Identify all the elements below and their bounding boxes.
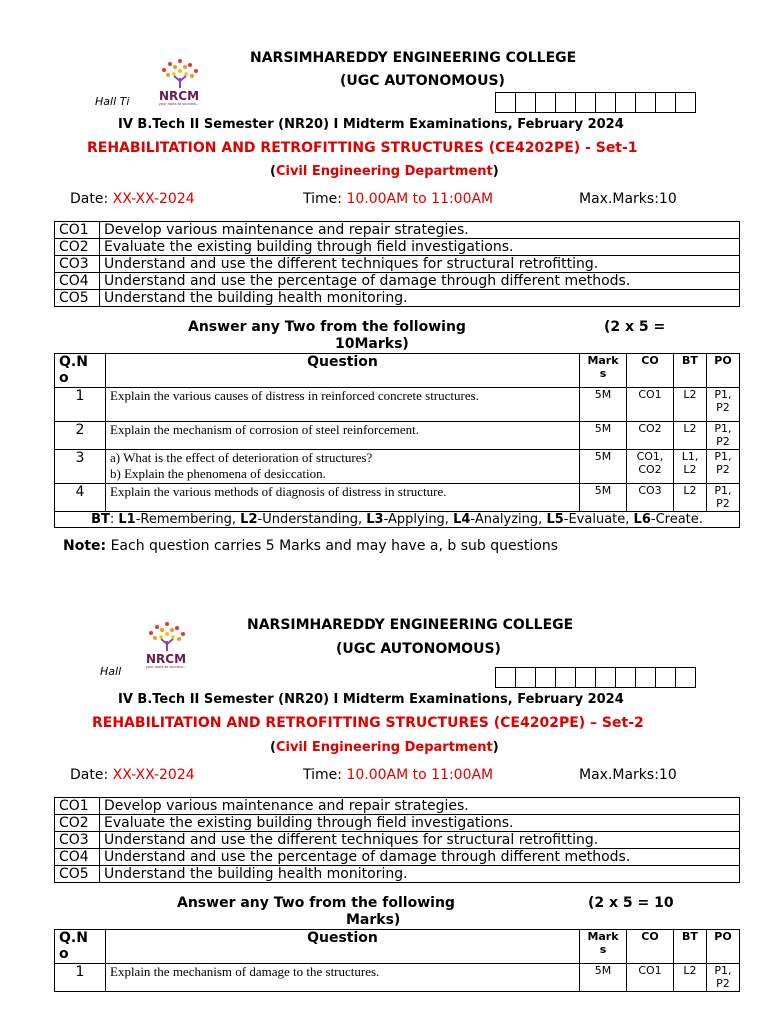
header-marks: Mark s [580, 354, 627, 388]
co-code: CO3 [55, 256, 100, 273]
co-text: Understand and use the different techniques for structural retrofitting. [100, 832, 740, 849]
co-code: CO2 [55, 815, 100, 832]
co-text: Understand and use the different techniques for structural retrofitting. [100, 256, 740, 273]
header-bt: BT [674, 930, 707, 964]
co-row [55, 273, 740, 290]
table-row: 1 Explain the mechanism of damage to the structures. 5M CO1 L2 P1, P2 [55, 964, 740, 992]
co-row [55, 849, 740, 866]
questions-table-set1 [54, 353, 740, 528]
department: (Civil Engineering Department) [270, 164, 499, 179]
header-marks: Mark s [580, 930, 627, 964]
marks-note-cont: 10Marks) [335, 336, 409, 352]
subject-title: REHABILITATION AND RETROFITTING STRUCTURES (CE4202PE) - Set-1 [87, 140, 638, 156]
exam-date-set2: Date: XX-XX-2024 [70, 767, 195, 783]
co-row [55, 798, 740, 815]
table-row: 3 a) What is the effect of deterioration of structures? b) Explain the phenomena of desiccation. 5M CO1, CO2 L1, L2 P1, P2 [55, 450, 740, 484]
college-name-set2: NARSIMHAREDDY ENGINEERING COLLEGE [247, 617, 574, 633]
logo-tagline: your roots to success... [158, 102, 200, 106]
table-row: 4 Explain the various methods of diagnosis of distress in structure. 5M CO3 L2 P1, P2 [55, 484, 740, 512]
marks-note: (2 x 5 = [604, 319, 666, 335]
instruction-set2-cont: Marks) [346, 912, 401, 928]
logo-text: NRCM [145, 652, 187, 666]
instruction: Answer any Two from the following [188, 319, 466, 335]
header-qno: Q.N o [55, 354, 106, 388]
header-bt: BT [674, 354, 707, 388]
autonomous-label: (UGC AUTONOMOUS) [340, 73, 505, 89]
co-text: Evaluate the existing building through field investigations. [100, 239, 740, 256]
instruction-set2: Answer any Two from the following [177, 895, 455, 911]
header-co: CO [627, 930, 674, 964]
exam-title: IV B.Tech II Semester (NR20) I Midterm Examinations, February 2024 [118, 117, 624, 132]
header-po: PO [707, 930, 740, 964]
co-code: CO1 [55, 222, 100, 239]
table-header-row [55, 354, 740, 388]
max-marks: Max.Marks:10 [579, 191, 677, 207]
co-text: Develop various maintenance and repair strategies. [100, 222, 740, 239]
logo-tagline: your roots to success... [145, 665, 187, 669]
co-code: CO4 [55, 849, 100, 866]
table-row: 2 Explain the mechanism of corrosion of steel reinforcement. 5M CO2 L2 P1, P2 [55, 422, 740, 450]
co-text: Understand the building health monitoring. [100, 866, 740, 883]
co-row [55, 866, 740, 883]
co-code: CO3 [55, 832, 100, 849]
co-code: CO4 [55, 273, 100, 290]
hall-ticket-label: Hall Ti [95, 95, 130, 108]
header-question: Question [106, 930, 580, 964]
course-outcomes-table [54, 221, 740, 307]
co-row [55, 290, 740, 307]
course-outcomes-table-set2 [54, 797, 740, 883]
college-logo [146, 56, 212, 106]
co-code: CO5 [55, 866, 100, 883]
table-header-row [55, 930, 740, 964]
autonomous-label-set2: (UGC AUTONOMOUS) [336, 641, 501, 657]
subject-title-set2: REHABILITATION AND RETROFITTING STRUCTURES (CE4202PE) – Set-2 [92, 715, 644, 731]
co-code: CO1 [55, 798, 100, 815]
exam-date: Date: XX-XX-2024 [70, 191, 195, 207]
department-set2: (Civil Engineering Department) [270, 740, 499, 755]
marks-note-set2: (2 x 5 = 10 [588, 895, 674, 911]
max-marks-set2: Max.Marks:10 [579, 767, 677, 783]
co-text: Understand the building health monitoring. [100, 290, 740, 307]
co-row [55, 256, 740, 273]
college-logo-set2 [133, 619, 199, 669]
header-co: CO [627, 354, 674, 388]
co-code: CO2 [55, 239, 100, 256]
exam-time-set2: Time: 10.00AM to 11:00AM [303, 767, 494, 783]
co-row [55, 239, 740, 256]
co-text: Develop various maintenance and repair strategies. [100, 798, 740, 815]
co-row [55, 222, 740, 239]
hall-ticket-boxes-set2[interactable] [495, 667, 696, 688]
exam-time: Time: 10.00AM to 11:00AM [303, 191, 494, 207]
co-text: Evaluate the existing building through field investigations. [100, 815, 740, 832]
co-row [55, 832, 740, 849]
co-code: CO5 [55, 290, 100, 307]
questions-table-set2 [54, 929, 740, 992]
hall-ticket-boxes[interactable] [495, 92, 696, 113]
header-question: Question [106, 354, 580, 388]
co-text: Understand and use the percentage of damage through different methods. [100, 849, 740, 866]
header-po: PO [707, 354, 740, 388]
hall-ticket-label-set2: Hall [100, 665, 122, 678]
college-name: NARSIMHAREDDY ENGINEERING COLLEGE [250, 50, 577, 66]
header-qno: Q.N o [55, 930, 106, 964]
note: Note: Each question carries 5 Marks and may have a, b sub questions [63, 538, 559, 554]
table-row: 1 Explain the various causes of distress in reinforced concrete structures. 5M CO1 L2 P1, P2 [55, 388, 740, 422]
co-row [55, 815, 740, 832]
exam-title-set2: IV B.Tech II Semester (NR20) I Midterm Examinations, February 2024 [118, 692, 624, 707]
bt-legend-row [55, 512, 740, 528]
logo-text: NRCM [158, 89, 200, 103]
bt-legend: BT: L1-Remembering, L2-Understanding, L3-Applying, L4-Analyzing, L5-Evaluate, L6-Create. [55, 512, 740, 528]
co-text: Understand and use the percentage of damage through different methods. [100, 273, 740, 290]
